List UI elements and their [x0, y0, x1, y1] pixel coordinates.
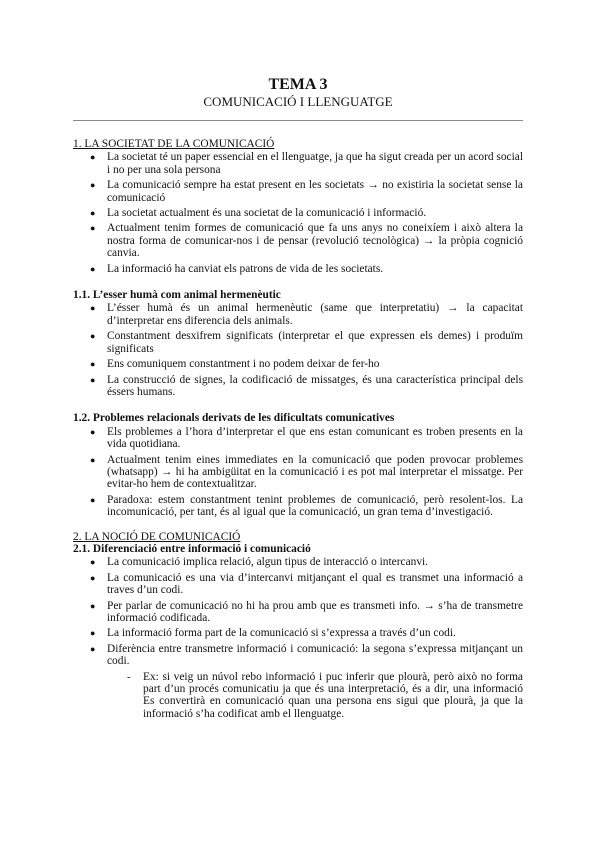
bullet-icon: ● [90, 572, 96, 583]
sub-list [73, 671, 523, 721]
bullet-icon: ● [90, 557, 96, 568]
subsection-heading: 2.1. Diferenciació entre informació i comunicació [73, 542, 311, 555]
bullet-icon: ● [90, 359, 96, 370]
list-item: ● La informació forma part de la comunicació si s’expressa a través d’un codi. [90, 627, 456, 640]
bullet-icon: ● [90, 374, 96, 385]
list-item: ● La comunicació sempre ha estat present en les societats → no existiria la societat sense la comunicació [90, 179, 523, 204]
document-subtitle: COMUNICACIÓ I LLENGUATGE [203, 94, 393, 109]
list-item: ● L’ésser humà és un animal hermenèutic (same que interpretatiu) → la capacitat d’interpretar ens diferencia dels animals. [90, 302, 523, 327]
dash-icon: - [127, 670, 131, 683]
list-item: ● Ens comuniquem constantment i no podem deixar de fer-ho [90, 358, 380, 371]
bullet-icon: ● [90, 180, 96, 191]
bullet-icon: ● [90, 628, 96, 639]
list-item: ● Paradoxa: estem constantment tenint problemes de comunicació, però resolent-los. La incomunicació, per tant, és al igual que la comunicació, un gran tema d’investigació. [90, 493, 523, 519]
bullet-icon: ● [90, 494, 96, 505]
list-item: ● La societat té un paper essencial en el llenguatge, ja que ha sigut creada per un acord social i no per una sola persona [90, 151, 523, 176]
bullet-icon: ● [90, 152, 96, 163]
document-title: TEMA 3 [268, 76, 328, 93]
list-item: ● La construcció de signes, la codificació de missatges, és una característica principal dels éssers humans. [90, 373, 523, 398]
bullet-icon: ● [90, 263, 96, 274]
list-item: ● Diferència entre transmetre informació i comunicació: la segona s’expressa mitjançant un codi. [90, 642, 523, 668]
list-item: ● Per parlar de comunicació no hi ha prou amb que es transmeti info. → s’ha de transmetre informació codificada. [90, 599, 523, 624]
bullet-list [73, 556, 523, 667]
document-page [73, 76, 523, 723]
list-item: ● Els problemes a l’hora d’interpretar el que ens estan comunicant es troben presents en la vida quotidiana. [90, 425, 523, 451]
list-item: ● La comunicació es una via d’intercanvi mitjançant el qual es transmet una informació a traves d’un codi. [90, 571, 523, 597]
bullet-icon: ● [90, 303, 96, 314]
subsection-heading: 1.2. Problemes relacionals derivats de les dificultats comunicatives [73, 412, 395, 425]
subsection-heading: 1.1. L’esser humà com animal hermenèutic [73, 289, 281, 302]
list-item: ● Constantment desxifrem significats (interpretar el que expressen els demes) i produïm significats [90, 330, 523, 355]
bullet-icon: ● [90, 426, 96, 437]
section-heading: 1. LA SOCIETAT DE LA COMUNICACIÓ [73, 138, 275, 150]
bullet-list [73, 426, 523, 519]
list-item: ● La societat actualment és una societat de la comunicació i informació. [90, 207, 427, 220]
bullet-icon: ● [90, 331, 96, 342]
list-item: ● Actualment tenim eines immediates en la comunicació que poden provocar problemes (whatsapp) → hi ha ambigüitat en la comunicació i es pot mal interpretar el missatge. Per evitar-ho hem de contextualitzar. [90, 453, 523, 491]
sub-list-item: - Ex: si veig un núvol rebo informació i puc inferir que plourà, però això no forma part d’un procés comunicatiu ja que és una interpretació, és a dir, una informació Es convertirà en comunicació quan una persona ens sigui que plourà, ja que la informació s’ha codificat amb el llenguatge. [127, 670, 523, 720]
bullet-icon: ● [90, 643, 96, 654]
list-item: ● La comunicació implica relació, algun tipus de interacció o intercanvi. [90, 556, 429, 569]
bullet-list [73, 302, 523, 398]
bullet-list [73, 151, 523, 275]
bullet-icon: ● [90, 223, 96, 234]
bullet-icon: ● [90, 600, 96, 611]
list-item: ● La informació ha canviat els patrons de vida de les societats. [90, 262, 384, 275]
section-heading: 2. LA NOCIÓ DE COMUNICACIÓ [73, 530, 241, 543]
bullet-icon: ● [90, 454, 96, 465]
bullet-icon: ● [90, 208, 96, 219]
list-item: ● Actualment tenim formes de comunicació que fa uns anys no coneixíem i això altera la nostra forma de comunicar-nos i de pensar (revolució tecnològica) → la pròpia cognició canvia. [90, 222, 523, 260]
title-divider [73, 120, 523, 121]
